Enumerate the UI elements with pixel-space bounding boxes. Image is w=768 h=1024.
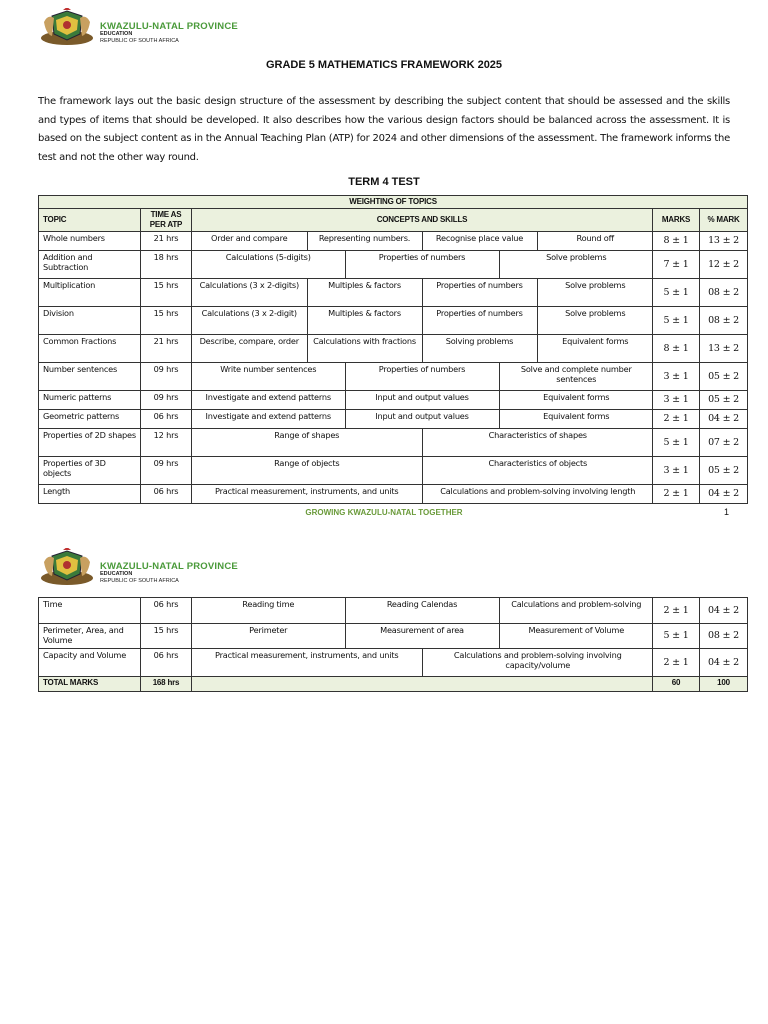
topic-cell: Numeric patterns (39, 391, 141, 410)
skill-item: Range of objects (192, 457, 422, 484)
skill-item: Calculations and problem-solving (511, 599, 642, 609)
table-row (39, 251, 748, 279)
percent-cell: 04 ± 2 (700, 598, 748, 624)
skills-cell (192, 232, 653, 251)
skills-cell (192, 598, 653, 624)
skill-item: Describe, compare, order (192, 335, 307, 362)
table-row (39, 485, 748, 504)
time-cell: 09 hrs (141, 457, 192, 485)
percent-cell: 12 ± 2 (700, 251, 748, 279)
skill-item: Reading Calendas (345, 598, 499, 623)
col-pct-header: % MARK (700, 209, 748, 232)
coat-of-arms-icon (38, 548, 96, 588)
document-title: GRADE 5 MATHEMATICS FRAMEWORK 2025 (265, 59, 503, 71)
country-name: REPUBLIC OF SOUTH AFRICA (100, 578, 179, 584)
skill-item: Properties of numbers (422, 307, 537, 334)
intro-paragraph: The framework lays out the basic design structure of the assessment by describing the subject content that should be assessed and the skills and types of items that should be developed. It also describes how the various design factors should be balanced across the assessment. It is based on the subject content as in the Annual Teaching Plan (ATP) for 2024 and other dimensions of the assessment. The framework informs the test and not the other way round. (38, 96, 730, 163)
skill-item: Calculations (3 x 2-digits) (192, 279, 307, 306)
skill-item: Properties of numbers (345, 251, 499, 278)
percent-cell: 04 ± 2 (700, 485, 748, 504)
skill-item: Calculations and problem-solving involving length (440, 486, 636, 496)
time-cell: 15 hrs (141, 279, 192, 307)
topic-cell: Length (39, 485, 141, 504)
table-row (39, 232, 748, 251)
topic-cell: Geometric patterns (39, 410, 141, 429)
table-row (39, 307, 748, 335)
country-name: REPUBLIC OF SOUTH AFRICA (100, 38, 179, 44)
skills-cell (192, 391, 653, 410)
marks-cell: 3 ± 1 (653, 391, 700, 410)
skill-item: Range of shapes (192, 429, 422, 456)
skills-cell (192, 410, 653, 429)
topic-cell: Time (39, 598, 141, 624)
skill-item: Equivalent forms (543, 392, 610, 402)
skill-item: Practical measurement, instruments, and units (192, 649, 422, 676)
percent-cell: 08 ± 2 (700, 279, 748, 307)
time-cell: 21 hrs (141, 335, 192, 363)
weighting-table-continued (38, 597, 748, 692)
skill-item: Equivalent forms (562, 336, 629, 346)
dept-name: EDUCATION (100, 31, 133, 37)
skill-item: Equivalent forms (543, 411, 610, 421)
time-cell: 06 hrs (141, 598, 192, 624)
percent-cell: 08 ± 2 (700, 307, 748, 335)
org-name: KWAZULU-NATAL PROVINCE (100, 561, 238, 572)
time-cell: 21 hrs (141, 232, 192, 251)
time-cell: 12 hrs (141, 429, 192, 457)
marks-cell: 5 ± 1 (653, 624, 700, 649)
skills-cell (192, 429, 653, 457)
skills-cell (192, 624, 653, 649)
percent-cell: 04 ± 2 (700, 410, 748, 429)
time-cell: 15 hrs (141, 624, 192, 649)
skills-cell (192, 363, 653, 391)
topic-cell: Capacity and Volume (39, 649, 141, 677)
weighting-table (38, 195, 748, 504)
page-number: 1 (724, 507, 730, 517)
skill-item: Solve and complete number sentences (520, 364, 632, 384)
marks-cell: 2 ± 1 (653, 649, 700, 677)
time-cell: 06 hrs (141, 410, 192, 429)
weighting-header: WEIGHTING OF TOPICS (39, 196, 748, 209)
marks-cell: 8 ± 1 (653, 232, 700, 251)
kzn-logo (38, 8, 258, 48)
skill-item: Investigate and extend patterns (192, 391, 345, 409)
footer-slogan: GROWING KWAZULU-NATAL TOGETHER (305, 508, 463, 517)
skill-item: Write number sentences (192, 363, 345, 390)
skill-item: Calculations (3 x 2-digit) (192, 307, 307, 334)
table-row (39, 279, 748, 307)
skill-item: Calculations (5-digits) (192, 251, 345, 278)
skill-item: Solve problems (565, 308, 626, 318)
skills-cell (192, 251, 653, 279)
skills-cell (192, 307, 653, 335)
percent-cell: 05 ± 2 (700, 363, 748, 391)
time-cell: 18 hrs (141, 251, 192, 279)
skill-item: Representing numbers. (307, 232, 422, 250)
skill-item: Perimeter (192, 624, 345, 648)
skill-item: Investigate and extend patterns (192, 410, 345, 428)
skill-item: Multiples & factors (307, 279, 422, 306)
skills-cell (192, 649, 653, 677)
col-time-header: TIME AS PER ATP (141, 209, 192, 232)
marks-cell: 5 ± 1 (653, 307, 700, 335)
skill-item: Round off (576, 233, 614, 243)
topic-cell: Common Fractions (39, 335, 141, 363)
skill-item: Order and compare (192, 232, 307, 250)
percent-cell: 04 ± 2 (700, 649, 748, 677)
table-row (39, 410, 748, 429)
table-row (39, 649, 748, 677)
skill-item: Measurement of area (345, 624, 499, 648)
table-row (39, 457, 748, 485)
skill-item: Measurement of Volume (528, 625, 625, 635)
total-time: 168 hrs (141, 677, 192, 692)
topic-cell: Properties of 2D shapes (39, 429, 141, 457)
table-row (39, 429, 748, 457)
skill-item: Solving problems (422, 335, 537, 362)
marks-cell: 2 ± 1 (653, 410, 700, 429)
total-marks: 60 (653, 677, 700, 692)
marks-cell: 2 ± 1 (653, 598, 700, 624)
percent-cell: 13 ± 2 (700, 335, 748, 363)
time-cell: 09 hrs (141, 391, 192, 410)
table-row (39, 335, 748, 363)
coat-of-arms-icon (38, 8, 96, 48)
skill-item: Properties of numbers (422, 279, 537, 306)
percent-cell: 05 ± 2 (700, 457, 748, 485)
skill-item: Solve problems (565, 280, 626, 290)
org-name: KWAZULU-NATAL PROVINCE (100, 21, 238, 32)
skill-item: Input and output values (345, 410, 499, 428)
skill-item: Recognise place value (422, 232, 537, 250)
term-title: TERM 4 TEST (348, 176, 420, 188)
marks-cell: 7 ± 1 (653, 251, 700, 279)
marks-cell: 5 ± 1 (653, 429, 700, 457)
topic-cell: Addition and Subtraction (39, 251, 141, 279)
marks-cell: 5 ± 1 (653, 279, 700, 307)
skills-cell (192, 485, 653, 504)
marks-cell: 3 ± 1 (653, 457, 700, 485)
topic-cell: Perimeter, Area, and Volume (39, 624, 141, 649)
skill-item: Reading time (192, 598, 345, 623)
topic-cell: Number sentences (39, 363, 141, 391)
table-row (39, 391, 748, 410)
skills-cell (192, 335, 653, 363)
skill-item: Solve problems (546, 252, 607, 262)
skill-item: Calculations and problem-solving involving capacity/volume (453, 650, 622, 670)
kzn-logo (38, 548, 258, 588)
skill-item: Practical measurement, instruments, and units (192, 485, 422, 503)
topic-cell: Properties of 3D objects (39, 457, 141, 485)
skill-item: Calculations with fractions (307, 335, 422, 362)
time-cell: 06 hrs (141, 649, 192, 677)
total-label: TOTAL MARKS (39, 677, 141, 692)
marks-cell: 3 ± 1 (653, 363, 700, 391)
table-row (39, 363, 748, 391)
col-concepts-header: CONCEPTS AND SKILLS (192, 209, 653, 232)
page-2 (0, 540, 768, 1024)
topic-cell: Division (39, 307, 141, 335)
marks-cell: 2 ± 1 (653, 485, 700, 504)
skills-cell (192, 457, 653, 485)
total-blank (192, 677, 653, 692)
skill-item: Input and output values (345, 391, 499, 409)
col-marks-header: MARKS (653, 209, 700, 232)
col-topic-header: TOPIC (39, 209, 141, 232)
skill-item: Characteristics of objects (488, 458, 588, 468)
skills-cell (192, 279, 653, 307)
skill-item: Characteristics of shapes (488, 430, 587, 440)
marks-cell: 8 ± 1 (653, 335, 700, 363)
total-pct: 100 (700, 677, 748, 692)
topic-cell: Multiplication (39, 279, 141, 307)
skill-item: Properties of numbers (345, 363, 499, 390)
percent-cell: 08 ± 2 (700, 624, 748, 649)
percent-cell: 13 ± 2 (700, 232, 748, 251)
percent-cell: 05 ± 2 (700, 391, 748, 410)
percent-cell: 07 ± 2 (700, 429, 748, 457)
table-row (39, 598, 748, 624)
table-row (39, 624, 748, 649)
time-cell: 15 hrs (141, 307, 192, 335)
skill-item: Multiples & factors (307, 307, 422, 334)
time-cell: 09 hrs (141, 363, 192, 391)
time-cell: 06 hrs (141, 485, 192, 504)
topic-cell: Whole numbers (39, 232, 141, 251)
dept-name: EDUCATION (100, 571, 133, 577)
